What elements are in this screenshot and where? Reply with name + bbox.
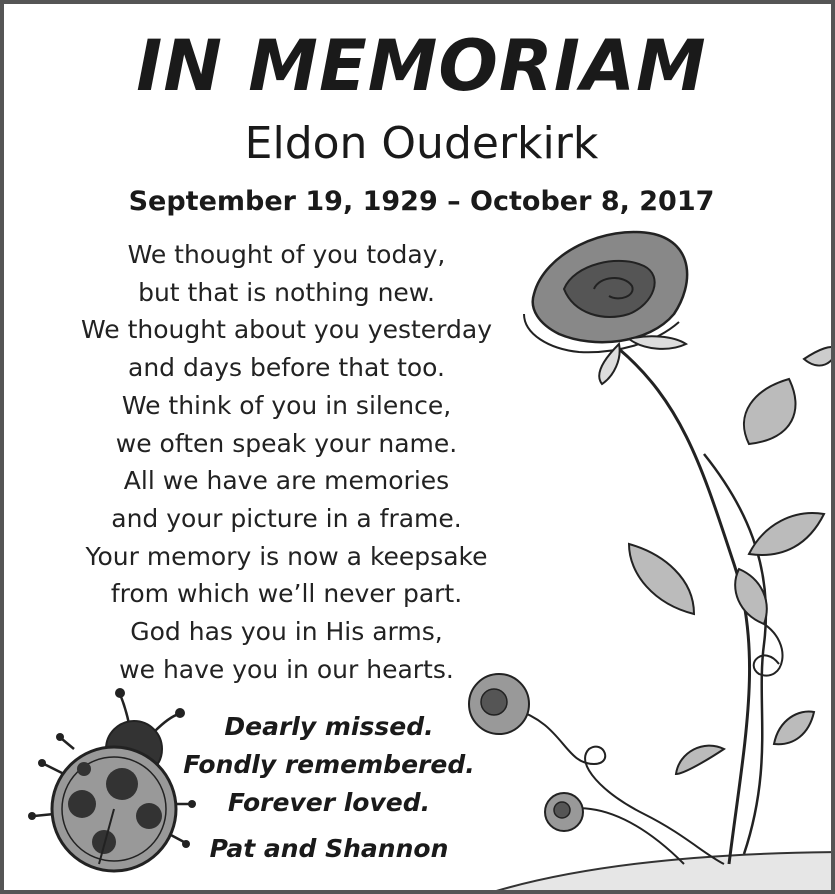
ladybug-leg xyxy=(62,739,74,749)
small-flower-stem xyxy=(514,709,724,864)
poem-line: we have you in our hearts. xyxy=(119,654,454,684)
poem-line: God has you in His arms, xyxy=(130,617,443,647)
ladybug-leg xyxy=(44,764,64,774)
poem-line: and your picture in a frame. xyxy=(111,503,462,533)
rose-stem-curl xyxy=(754,624,783,676)
small-flower-bloom-center xyxy=(481,689,507,715)
ground-mound xyxy=(474,852,835,894)
rose-sepal-right xyxy=(629,336,686,349)
closing-line: Forever loved. xyxy=(227,788,431,817)
closing-line: Dearly missed. xyxy=(224,712,434,741)
rose-leaf xyxy=(676,746,724,774)
rose-illustration xyxy=(524,232,835,864)
notice-title: IN MEMORIAM xyxy=(136,25,707,107)
ladybug-antenna xyxy=(120,694,129,724)
poem-line: Your memory is now a keepsake xyxy=(85,541,488,571)
ladybug-foot xyxy=(38,759,46,767)
small-flower-bloom-center xyxy=(554,802,570,818)
poem-line: but that is nothing new. xyxy=(138,277,435,307)
small-flower-stem xyxy=(569,808,684,864)
ladybug-foot xyxy=(28,812,36,820)
signature: Pat and Shannon xyxy=(209,834,449,863)
poem-line: and days before that too. xyxy=(128,353,445,383)
ladybug-foot xyxy=(56,733,64,741)
ladybug-spot xyxy=(136,803,162,829)
poem-line: We thought about you yesterday xyxy=(81,315,492,345)
poem-line: from which we’ll never part. xyxy=(110,579,463,609)
ladybug-spot xyxy=(106,768,138,800)
rose-leaf xyxy=(744,379,796,444)
poem-line: we often speak your name. xyxy=(115,428,458,458)
ladybug-illustration xyxy=(28,688,196,871)
deceased-name: Eldon Ouderkirk xyxy=(244,118,599,169)
rose-leaf xyxy=(629,544,694,614)
rose-leaf xyxy=(749,513,824,555)
memorial-poem xyxy=(64,236,509,688)
poem-line: All we have are memories xyxy=(123,466,450,496)
poem-line: We thought of you today, xyxy=(127,240,446,269)
rose-stem-branch xyxy=(704,454,766,854)
closing-line: Fondly remembered. xyxy=(183,750,475,779)
ladybug-spot xyxy=(68,790,96,818)
rose-leaf xyxy=(774,711,814,744)
closing-message xyxy=(174,708,484,822)
ladybug-spot xyxy=(77,762,91,776)
ladybug-antenna-tip xyxy=(115,688,125,698)
poem-line: We think of you in silence, xyxy=(121,390,452,420)
life-dates: September 19, 1929 – October 8, 2017 xyxy=(128,186,715,217)
rose-leaf xyxy=(804,347,835,365)
